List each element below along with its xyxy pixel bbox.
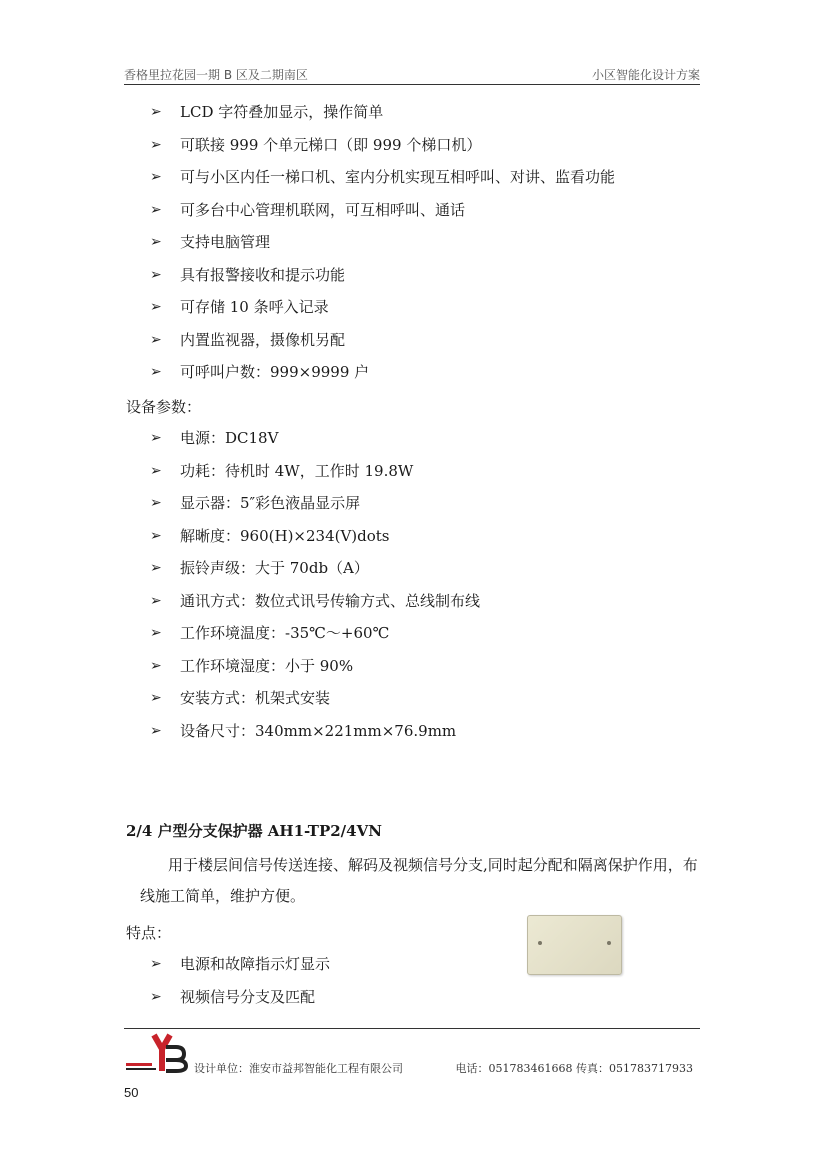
list-item: ➢ 解晰度：960(H)×234(V)dots bbox=[150, 526, 390, 545]
arrow-bullet-icon: ➢ bbox=[150, 527, 162, 544]
feature-list-top bbox=[150, 102, 615, 395]
footer-contact: 电话：051783461668 传真：051783717933 bbox=[455, 1062, 693, 1075]
section-title: 2/4 户型分支保护器 AH1-TP2/4VN bbox=[126, 822, 382, 840]
arrow-bullet-icon: ➢ bbox=[150, 299, 162, 315]
arrow-bullet-icon: ➢ bbox=[150, 430, 162, 446]
arrow-bullet-icon: ➢ bbox=[150, 657, 162, 674]
list-item: ➢ 可多台中心管理机联网，可互相呼叫、通话 bbox=[150, 200, 466, 219]
list-item: ➢ 支持电脑管理 bbox=[150, 233, 271, 251]
list-item: ➢ 安装方式：机架式安装 bbox=[150, 689, 331, 707]
arrow-bullet-icon: ➢ bbox=[150, 625, 162, 641]
feature-list-bottom bbox=[150, 954, 330, 1019]
list-item: ➢ 显示器：5″彩色液晶显示屏 bbox=[150, 494, 361, 512]
arrow-bullet-icon: ➢ bbox=[150, 266, 162, 283]
footer-divider bbox=[124, 1028, 700, 1029]
list-item: ➢ 设备尺寸：340mm×221mm×76.9mm bbox=[150, 721, 457, 740]
list-item: ➢ 内置监视器，摄像机另配 bbox=[150, 330, 346, 349]
list-item: ➢ 具有报警接收和提示功能 bbox=[150, 265, 346, 284]
arrow-bullet-icon: ➢ bbox=[150, 690, 162, 706]
arrow-bullet-icon: ➢ bbox=[150, 560, 162, 576]
list-item: ➢ 可联接 999 个单元梯口（即 999 个梯口机） bbox=[150, 135, 482, 154]
arrow-bullet-icon: ➢ bbox=[150, 169, 162, 185]
list-item: ➢ 视频信号分支及匹配 bbox=[150, 987, 316, 1006]
list-item: ➢ 工作环境温度：-35℃～+60℃ bbox=[150, 624, 390, 642]
arrow-bullet-icon: ➢ bbox=[150, 234, 162, 250]
arrow-bullet-icon: ➢ bbox=[150, 201, 162, 218]
arrow-bullet-icon: ➢ bbox=[150, 592, 162, 609]
header-doc-title: 小区智能化设计方案 bbox=[591, 68, 700, 82]
list-item: ➢ 可与小区内任一梯口机、室内分机实现互相呼叫、对讲、监看功能 bbox=[150, 168, 616, 186]
params-label: 设备参数： bbox=[126, 398, 202, 416]
list-item: ➢ 电源和故障指示灯显示 bbox=[150, 955, 331, 973]
arrow-bullet-icon: ➢ bbox=[150, 988, 162, 1005]
arrow-bullet-icon: ➢ bbox=[150, 722, 162, 739]
list-item: ➢ 可存储 10 条呼入记录 bbox=[150, 298, 329, 316]
arrow-bullet-icon: ➢ bbox=[150, 956, 162, 972]
arrow-bullet-icon: ➢ bbox=[150, 136, 162, 153]
arrow-bullet-icon: ➢ bbox=[150, 462, 162, 479]
screw-hole bbox=[538, 941, 542, 945]
list-item: ➢ 电源：DC18V bbox=[150, 429, 279, 447]
arrow-bullet-icon: ➢ bbox=[150, 364, 162, 380]
arrow-bullet-icon: ➢ bbox=[150, 495, 162, 511]
footer-company: 设计单位：淮安市益邦智能化工程有限公司 bbox=[194, 1062, 403, 1075]
arrow-bullet-icon: ➢ bbox=[150, 104, 162, 120]
list-item: ➢ 通讯方式：数位式讯号传输方式、总线制布线 bbox=[150, 591, 481, 610]
page-header bbox=[124, 66, 700, 85]
page-number: 50 bbox=[124, 1085, 139, 1100]
list-item: ➢ 功耗：待机时 4W，工作时 19.8W bbox=[150, 461, 414, 480]
header-project-name: 香格里拉花园一期 B 区及二期南区 bbox=[124, 68, 308, 82]
list-item: ➢ 振铃声级：大于 70db（A） bbox=[150, 559, 369, 577]
list-item: ➢ 工作环境湿度：小于 90% bbox=[150, 656, 354, 675]
list-item: ➢ LCD 字符叠加显示，操作简单 bbox=[150, 103, 384, 121]
features-label: 特点： bbox=[126, 924, 172, 942]
screw-hole bbox=[607, 941, 611, 945]
list-item: ➢ 可呼叫户数：999×9999 户 bbox=[150, 363, 370, 381]
company-logo bbox=[124, 1033, 192, 1073]
section-description: 用于楼层间信号传送连接、解码及视频信号分支,同时起分配和隔离保护作用，布线施工简单，维护方便。 bbox=[140, 856, 698, 905]
arrow-bullet-icon: ➢ bbox=[150, 331, 162, 348]
params-list bbox=[150, 428, 480, 753]
device-photo bbox=[527, 915, 622, 975]
